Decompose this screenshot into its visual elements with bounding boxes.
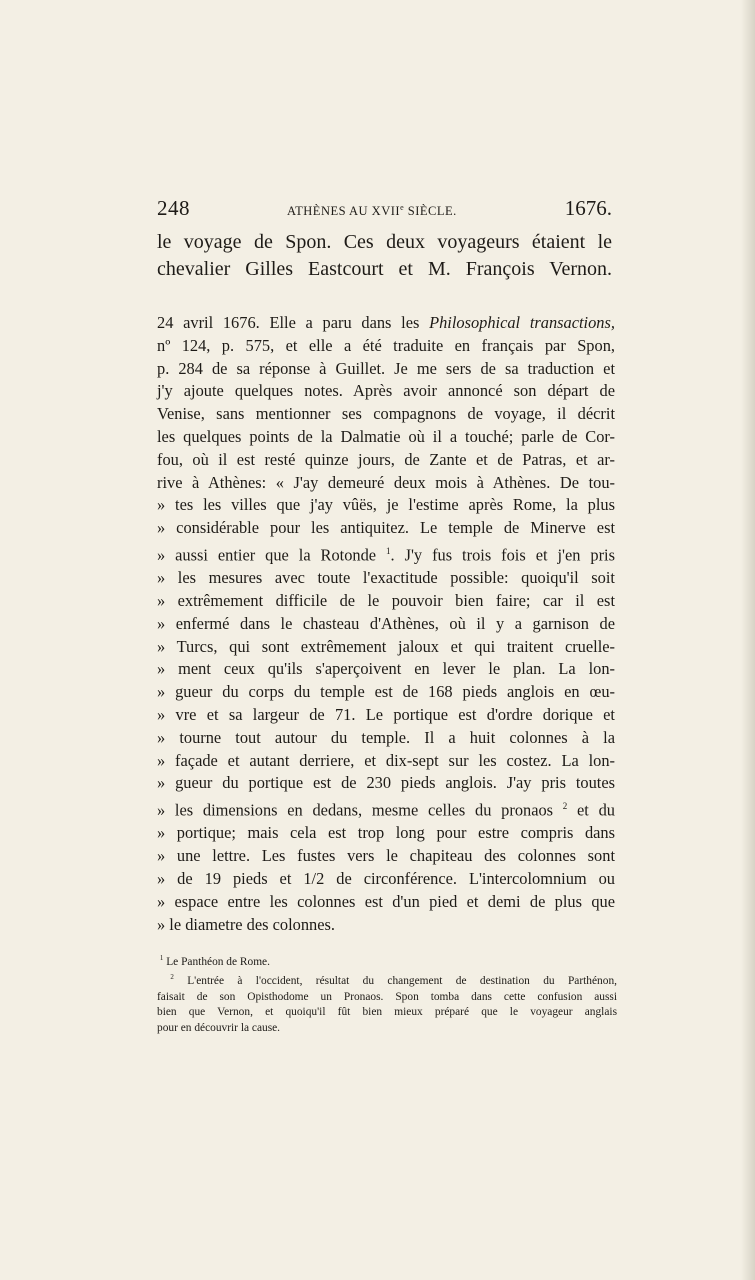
body-line: » ment ceux qu'ils s'aperçoivent en lever le plan. La lon- xyxy=(157,659,615,679)
body-line: » considérable pour les antiquitez. Le temple de Minerve est xyxy=(157,518,615,538)
page-edge-shadow xyxy=(741,0,755,1280)
running-title xyxy=(287,203,457,219)
body-line-text: et du xyxy=(567,800,615,820)
body-line-text: . J'y fus trois fois et j'en pris xyxy=(390,545,615,565)
body-line: » façade et autant derriere, et dix-sept sur les costez. La lon- xyxy=(157,750,615,770)
running-header xyxy=(157,196,612,228)
body-line-text: » les dimensions en dedans, mesme celles du pronaos xyxy=(157,800,563,820)
body-line: rive à Athènes: « J'ay demeuré deux mois à Athènes. De tou- xyxy=(157,472,615,492)
body-line: » portique; mais cela est trop long pour estre compris dans xyxy=(157,823,615,843)
body-line: » tourne tout autour du temple. Il a huit colonnes à la xyxy=(157,727,615,747)
footnote-line: faisait de son Opisthodome un Pronaos. Spon tomba dans cette confusion aussi xyxy=(157,990,617,1003)
footnote-text: L'entrée à l'occident, résultat du changement de destination du Parthénon, xyxy=(173,975,617,988)
journal-title: Philosophical transactions, xyxy=(429,313,615,332)
running-title-text-end: SIÈCLE. xyxy=(404,204,457,219)
body-line: fou, où il est resté quinze jours, de Zante et de Patras, et ar- xyxy=(157,449,615,469)
footnote-line: pour en découvrir la cause. xyxy=(157,1021,281,1034)
footnote-mark: 2 xyxy=(170,973,174,982)
footnote-text: Le Panthéon de Rome. xyxy=(163,955,270,968)
body-line: nº 124, p. 575, et elle a été traduite en français par Spon, xyxy=(157,335,615,355)
year-heading: 1676. xyxy=(564,196,612,220)
footnote-1 xyxy=(157,951,617,970)
lead-line: le voyage de Spon. Ces deux voyageurs étaient le xyxy=(157,231,612,253)
footnotes xyxy=(157,951,617,1037)
running-title-superscript: e xyxy=(400,203,405,212)
body-line-text: 24 avril 1676. Elle a paru dans les xyxy=(157,313,430,332)
lead-line: chevalier Gilles Eastcourt et M. François Vernon. xyxy=(157,258,612,280)
footnote-line: bien que Vernon, et quoiqu'il fût bien mieux préparé que le voyageur anglais xyxy=(157,1006,617,1019)
body-line: » enfermé dans le chasteau d'Athènes, où il y a garnison de xyxy=(157,613,615,633)
body-line: » espace entre les colonnes est d'un pied et demi de plus que xyxy=(157,891,615,911)
body-paragraph xyxy=(157,312,615,936)
body-line: » de 19 pieds et 1/2 de circonférence. L'intercolomnium ou xyxy=(157,869,615,889)
body-line xyxy=(157,795,615,822)
body-line: » vre et sa largeur de 71. Le portique est d'ordre dorique et xyxy=(157,705,615,725)
body-line-text: » aussi entier que la Rotonde xyxy=(157,545,387,565)
body-line: » extrêmement difficile de le pouvoir bien faire; car il est xyxy=(157,591,615,611)
footnote-reference-1: 1 xyxy=(386,545,391,556)
footnote-2 xyxy=(157,970,617,989)
body-line: » les mesures avec toute l'exactitude possible: quoiqu'il soit xyxy=(157,568,615,588)
body-line xyxy=(157,312,615,335)
page-number: 248 xyxy=(157,196,190,220)
body-line: les quelques points de la Dalmatie où il a touché; parle de Cor- xyxy=(157,426,615,446)
body-line: j'y ajoute quelques notes. Après avoir annoncé son départ de xyxy=(157,381,615,401)
body-line: » gueur du portique est de 230 pieds anglois. J'ay pris toutes xyxy=(157,773,615,793)
running-title-text: ATHÈNES AU XVII xyxy=(287,204,401,219)
body-line: p. 284 de sa réponse à Guillet. Je me sers de sa traduction et xyxy=(157,358,615,378)
body-line: Venise, sans mentionner ses compagnons de voyage, il décrit xyxy=(157,404,615,424)
body-line: » Turcs, qui sont extrêmement jaloux et qui traitent cruelle- xyxy=(157,636,615,656)
body-line xyxy=(157,540,615,567)
body-line: » gueur du corps du temple est de 168 pieds anglois en œu- xyxy=(157,682,615,702)
footnote-mark: 1 xyxy=(159,954,164,962)
lead-paragraph xyxy=(157,229,612,283)
body-line: » tes les villes que j'ay vûës, je l'estime après Rome, la plus xyxy=(157,495,615,515)
footnote-reference-2: 2 xyxy=(562,801,568,812)
body-line: » une lettre. Les fustes vers le chapiteau des colonnes sont xyxy=(157,846,615,866)
body-line: » le diametre des colonnes. xyxy=(157,914,335,934)
